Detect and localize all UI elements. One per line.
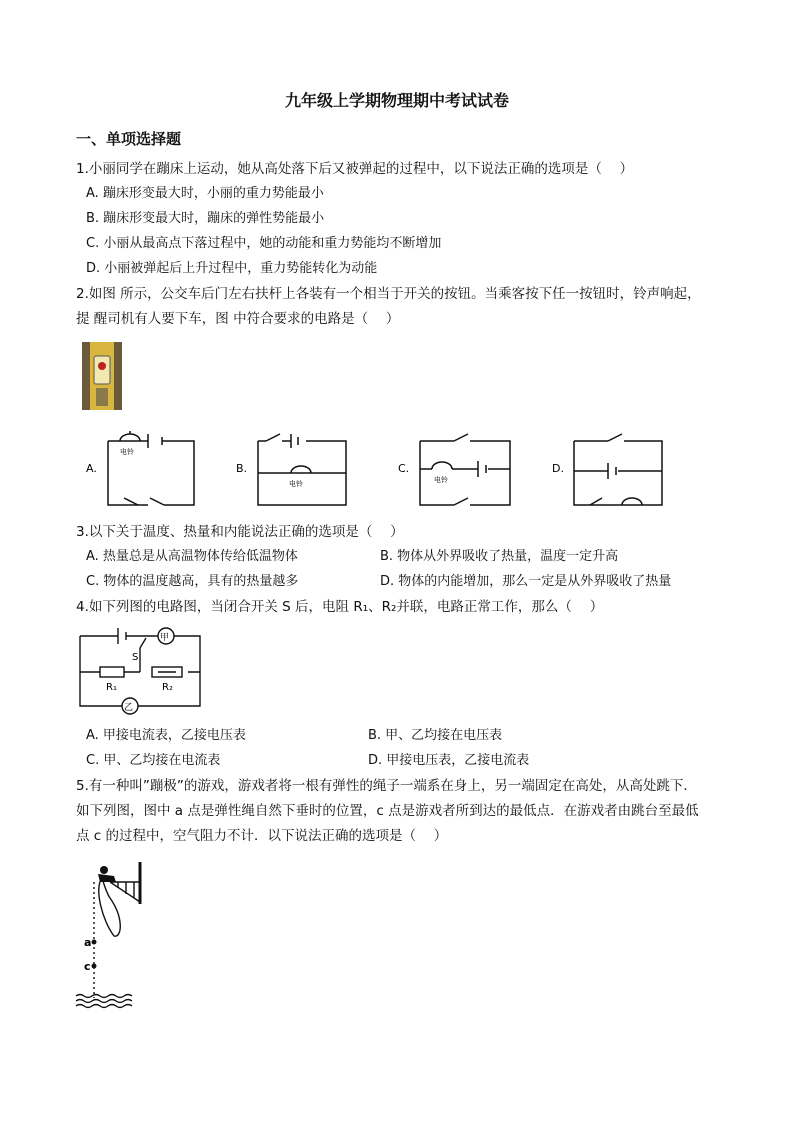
q1-option-c: C. 小丽从最高点下落过程中，她的动能和重力势能均不断增加 xyxy=(86,236,442,251)
q4-option-a: A. 甲接电流表，乙接电压表 xyxy=(86,728,246,743)
q1-option-b: B. 蹦床形变最大时，蹦床的弹性势能最小 xyxy=(86,211,325,226)
q4-option-c: C. 甲、乙均接在电流表 xyxy=(86,753,221,768)
circuit-b-label: B. xyxy=(236,462,248,475)
r2-label: R₂ xyxy=(162,682,173,693)
q3-option-b: B. 物体从外界吸收了热量，温度一定升高 xyxy=(380,549,619,564)
bell-label-a: 电铃 xyxy=(120,448,134,456)
q1-option-a: A. 蹦床形变最大时，小丽的重力势能最小 xyxy=(86,186,324,201)
bus-button-photo xyxy=(82,342,122,410)
circuit-a-label: A. xyxy=(86,462,97,475)
r1-label: R₁ xyxy=(106,682,117,693)
bungee-figure xyxy=(74,858,158,1012)
q3-stem: 3.以下关于温度、热量和内能说法正确的选项是（ ） xyxy=(76,524,404,540)
q5-stem-line2: 如下列图，图中 a 点是弹性绳自然下垂时的位置，c 点是游戏者所到达的最低点．在游戏者由跳台至最低 xyxy=(76,803,699,819)
circuit-b xyxy=(236,425,354,510)
meter-jia: 甲 xyxy=(160,633,170,643)
section-heading: 一、单项选择题 xyxy=(76,130,182,148)
q1-option-d: D. 小丽被弹起后上升过程中，重力势能转化为动能 xyxy=(86,261,378,276)
q2-stem-line2: 提 醒司机有人要下车，图 中符合要求的电路是（ ） xyxy=(76,311,400,327)
point-a-label: a xyxy=(84,936,92,949)
circuit-c-label: C. xyxy=(398,462,410,475)
circuit-c xyxy=(398,425,516,510)
bell-label-c: 电铃 xyxy=(434,476,448,484)
q3-option-a: A. 热量总是从高温物体传给低温物体 xyxy=(86,549,298,564)
q4-circuit xyxy=(78,624,202,720)
q4-option-d: D. 甲接电压表，乙接电流表 xyxy=(368,753,530,768)
q4-stem: 4.如下列图的电路图，当闭合开关 S 后，电阻 R₁、R₂并联，电路正常工作，那么（ ） xyxy=(76,599,604,615)
q4-option-b: B. 甲、乙均接在电压表 xyxy=(368,728,503,743)
circuit-a xyxy=(86,425,204,510)
q5-stem-line1: 5.有一种叫”蹦极”的游戏，游戏者将一根有弹性的绳子一端系在身上，另一端固定在高处，从高处跳下． xyxy=(76,778,697,794)
q2-stem-line1: 2.如图 所示，公交车后门左右扶杆上各装有一个相当于开关的按钮。当乘客按下任一按钮时，铃声响起， xyxy=(76,286,701,302)
meter-yi: 乙 xyxy=(124,703,134,713)
switch-s-label: S xyxy=(132,652,139,663)
bell-label-b: 电铃 xyxy=(289,480,303,488)
q1-stem: 1.小丽同学在蹦床上运动，她从高处落下后又被弹起的过程中，以下说法正确的选项是（ ） xyxy=(76,161,634,177)
point-c-label: c xyxy=(84,960,91,973)
circuit-d xyxy=(552,425,670,510)
page-title: 九年级上学期物理期中考试试卷 xyxy=(284,91,509,110)
q5-stem-line3: 点 c 的过程中，空气阻力不计．以下说法正确的选项是（ ） xyxy=(76,828,448,844)
circuit-d-label: D. xyxy=(552,462,564,475)
q3-option-d: D. 物体的内能增加，那么一定是从外界吸收了热量 xyxy=(380,574,672,589)
q3-option-c: C. 物体的温度越高，具有的热量越多 xyxy=(86,574,299,589)
